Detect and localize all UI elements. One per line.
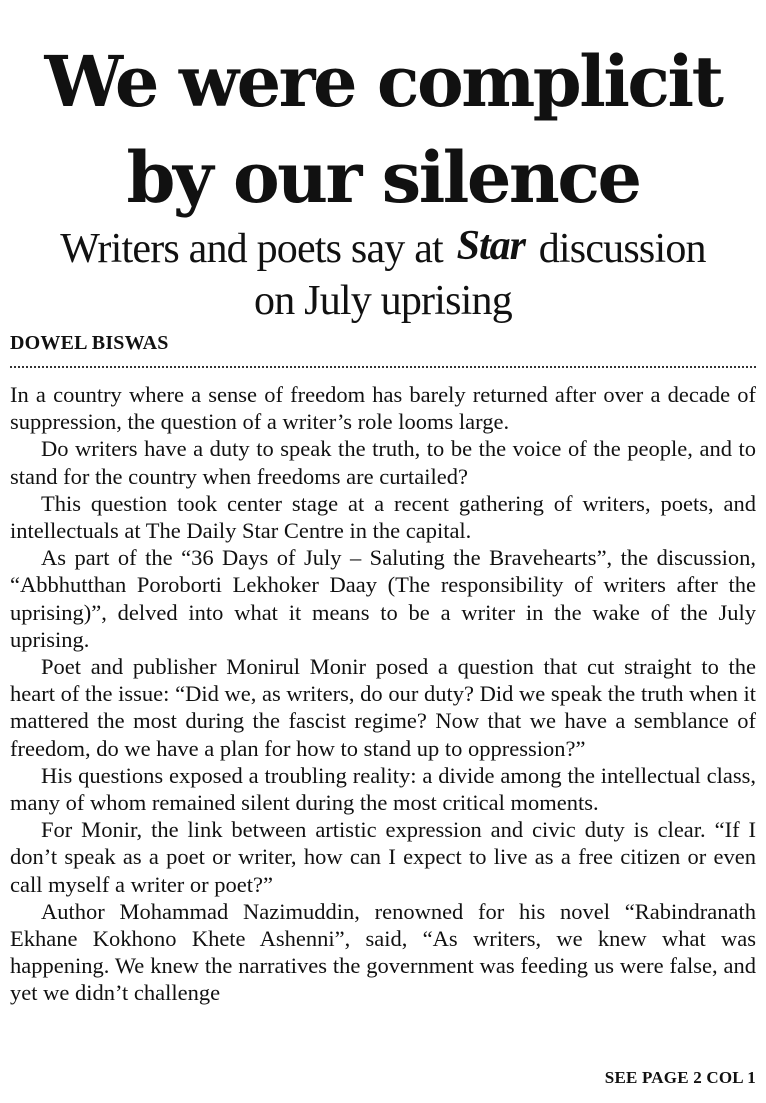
headline-line-1: We were complicit [44,40,722,123]
article-body [10,381,756,1007]
dotted-divider [10,366,756,368]
paragraph: This question took center stage at a recent gathering of writers, poets, and intellectuals at The Daily Star Centre in the capital. [10,490,756,544]
subheadline-after-logo: discussion [538,226,706,272]
paragraph: Do writers have a duty to speak the truth, to be the voice of the people, and to stand for the country when freedoms are curtailed? [10,436,756,489]
byline: DOWEL BISWAS [10,332,169,354]
subheadline [0,224,766,326]
continuation-link[interactable]: SEE PAGE 2 COL 1 [604,1068,756,1087]
star-logo-text: Star [456,223,525,269]
star-logo [453,221,529,273]
paragraph: Author Mohammad Nazimuddin, renowned for his novel “Rabindranath Ekhane Kokhono Khete Ashenni”, said, “As writers, we knew what was happening. We knew the narratives the government was feeding us were false, and yet we didn’t challenge [10,898,756,1006]
paragraph: For Monir, the link between artistic expression and civic duty is clear. “If I don’t speak as a poet or writer, how can I expect to live as a free citizen or even call myself a writer or poet?” [10,817,756,897]
headline [0,34,766,226]
subheadline-before-logo: Writers and poets say at [60,226,443,272]
subheadline-line-1 [0,224,766,276]
subheadline-line-2: on July uprising [254,278,512,324]
paragraph: Poet and publisher Monirul Monir posed a question that cut straight to the heart of the issue: “Did we, as writers, do our duty? Did we speak the truth when it mattered the most during the fascist regime? Now that we have a semblance of freedom, do we have a plan for how to stand up to oppression?” [10,654,756,761]
paragraph: In a country where a sense of freedom has barely returned after over a decade of suppression, the question of a writer’s role looms large. [10,382,756,435]
headline-line-2: by our silence [126,136,640,219]
paragraph: His questions exposed a troubling reality: a divide among the intellectual class, many of whom remained silent during the most critical moments. [10,762,756,816]
paragraph: As part of the “36 Days of July – Saluting the Bravehearts”, the discussion, “Abbhutthan Poroborti Lekhoker Daay (The responsibility of writers after the uprising)”, delved into what it means to be a writer in the wake of the July uprising. [10,545,756,652]
